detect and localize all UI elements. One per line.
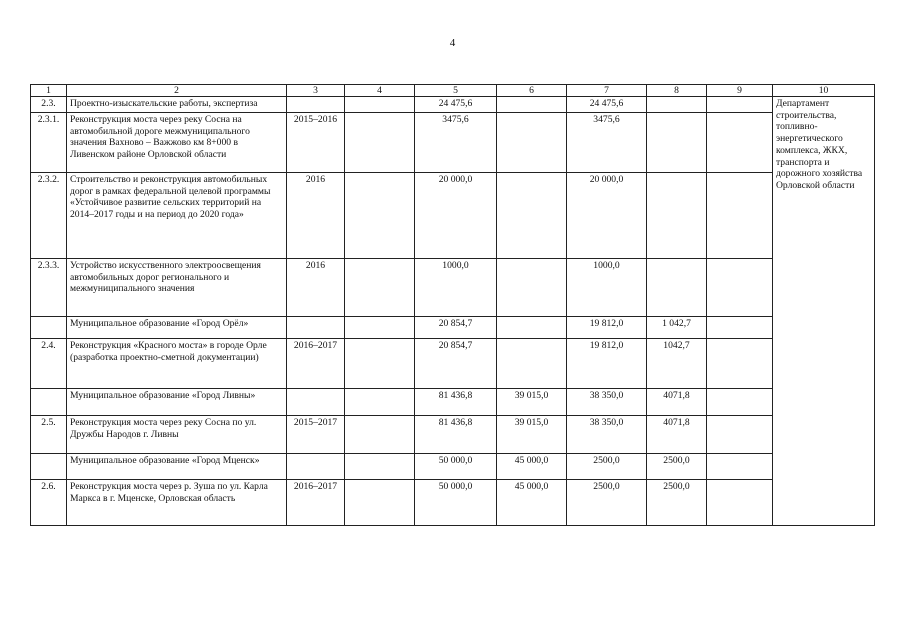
row-period-cell [287,317,345,339]
program-table [30,84,875,526]
row-value-cell [647,97,707,113]
row-value-cell: 39 015,0 [497,416,567,454]
row-value-cell [345,259,415,317]
row-number-cell: 2.3. [31,97,67,113]
row-value-cell: 1000,0 [415,259,497,317]
row-value-cell [707,339,773,389]
header-row [31,85,875,97]
header-cell: 3 [287,85,345,97]
row-value-cell [647,259,707,317]
row-value-cell: 50 000,0 [415,480,497,526]
row-name-cell: Проектно-изыскательские работы, экспертиза [67,97,287,113]
row-value-cell: 2500,0 [567,480,647,526]
row-value-cell [707,317,773,339]
page-number: 4 [449,37,456,49]
header-cell: 8 [647,85,707,97]
row-value-cell: 45 000,0 [497,454,567,480]
row-value-cell [707,97,773,113]
row-value-cell [345,113,415,173]
row-number-cell: 2.3.2. [31,173,67,259]
header-cell: 7 [567,85,647,97]
row-name-cell: Реконструкция моста через реку Сосна на автомобильной дороге межмуниципального значения Вахново – Важжово км 8+000 в Ливенском районе Орловской области [67,113,287,173]
row-value-cell: 39 015,0 [497,389,567,416]
row-number-cell [31,317,67,339]
row-number-cell: 2.3.1. [31,113,67,173]
row-name-cell: Муниципальное образование «Город Ливны» [67,389,287,416]
row-value-cell [345,480,415,526]
header-cell: 6 [497,85,567,97]
row-value-cell: 1000,0 [567,259,647,317]
header-cell: 5 [415,85,497,97]
row-period-cell [287,389,345,416]
row-value-cell: 2500,0 [567,454,647,480]
row-name-cell: Устройство искусственного электроосвещения автомобильных дорог регионального и межмуниципального значения [67,259,287,317]
header-cell: 2 [67,85,287,97]
row-name-cell: Муниципальное образование «Город Мценск» [67,454,287,480]
row-value-cell [707,113,773,173]
table-row [31,259,875,317]
row-value-cell [345,97,415,113]
row-value-cell [707,389,773,416]
row-name-cell: Реконструкция «Красного моста» в городе Орле (разработка проектно-сметной документации) [67,339,287,389]
row-value-cell: 81 436,8 [415,389,497,416]
row-value-cell [647,173,707,259]
row-number-cell: 2.6. [31,480,67,526]
row-value-cell [707,259,773,317]
row-value-cell: 2500,0 [647,454,707,480]
row-value-cell [497,259,567,317]
header-cell: 9 [707,85,773,97]
row-value-cell [345,339,415,389]
row-value-cell [497,97,567,113]
header-cell: 1 [31,85,67,97]
table-row [31,113,875,173]
row-value-cell [647,113,707,173]
row-value-cell: 3475,6 [567,113,647,173]
row-value-cell [707,480,773,526]
row-value-cell [345,389,415,416]
table-row [31,454,875,480]
table-row [31,97,875,113]
row-value-cell [345,317,415,339]
row-number-cell: 2.5. [31,416,67,454]
table-row [31,339,875,389]
row-period-cell: 2016 [287,173,345,259]
row-value-cell: 20 000,0 [415,173,497,259]
row-number-cell [31,389,67,416]
row-value-cell [497,339,567,389]
row-value-cell [497,113,567,173]
row-value-cell: 19 812,0 [567,317,647,339]
row-value-cell: 1042,7 [647,339,707,389]
row-period-cell: 2015–2017 [287,416,345,454]
row-value-cell: 50 000,0 [415,454,497,480]
row-name-cell: Строительство и реконструкция автомобильных дорог в рамках федеральной целевой программы «Устойчивое развитие сельских территорий на 2014–2017 годы и на период до 2020 года» [67,173,287,259]
table-row [31,480,875,526]
table-row [31,389,875,416]
row-period-cell: 2016–2017 [287,339,345,389]
row-value-cell: 2500,0 [647,480,707,526]
row-period-cell: 2016 [287,259,345,317]
department-cell: Департамент строительства, топливно-энергетического комплекса, ЖКХ, транспорта и дорожного хозяйства Орловской области [773,97,875,526]
row-value-cell: 3475,6 [415,113,497,173]
row-number-cell: 2.4. [31,339,67,389]
row-period-cell [287,97,345,113]
header-cell: 10 [773,85,875,97]
table-row [31,173,875,259]
row-value-cell: 19 812,0 [567,339,647,389]
row-value-cell: 20 854,7 [415,317,497,339]
row-number-cell [31,454,67,480]
row-name-cell: Реконструкция моста через р. Зуша по ул. Карла Маркса в г. Мценске, Орловская область [67,480,287,526]
row-value-cell: 38 350,0 [567,416,647,454]
row-number-cell: 2.3.3. [31,259,67,317]
row-value-cell: 38 350,0 [567,389,647,416]
row-value-cell [345,454,415,480]
row-name-cell: Реконструкция моста через реку Сосна по ул. Дружбы Народов г. Ливны [67,416,287,454]
row-period-cell: 2016–2017 [287,480,345,526]
row-value-cell [707,173,773,259]
row-period-cell: 2015–2016 [287,113,345,173]
row-value-cell [497,173,567,259]
row-value-cell: 45 000,0 [497,480,567,526]
row-value-cell [345,173,415,259]
row-value-cell [497,317,567,339]
row-value-cell: 4071,8 [647,389,707,416]
row-value-cell: 20 854,7 [415,339,497,389]
row-value-cell [707,416,773,454]
row-name-cell: Муниципальное образование «Город Орёл» [67,317,287,339]
row-value-cell: 20 000,0 [567,173,647,259]
row-value-cell: 81 436,8 [415,416,497,454]
row-value-cell: 24 475,6 [567,97,647,113]
row-value-cell [707,454,773,480]
row-value-cell [345,416,415,454]
table-row [31,317,875,339]
row-value-cell: 1 042,7 [647,317,707,339]
row-period-cell [287,454,345,480]
table-row [31,416,875,454]
header-cell: 4 [345,85,415,97]
row-value-cell: 4071,8 [647,416,707,454]
row-value-cell: 24 475,6 [415,97,497,113]
